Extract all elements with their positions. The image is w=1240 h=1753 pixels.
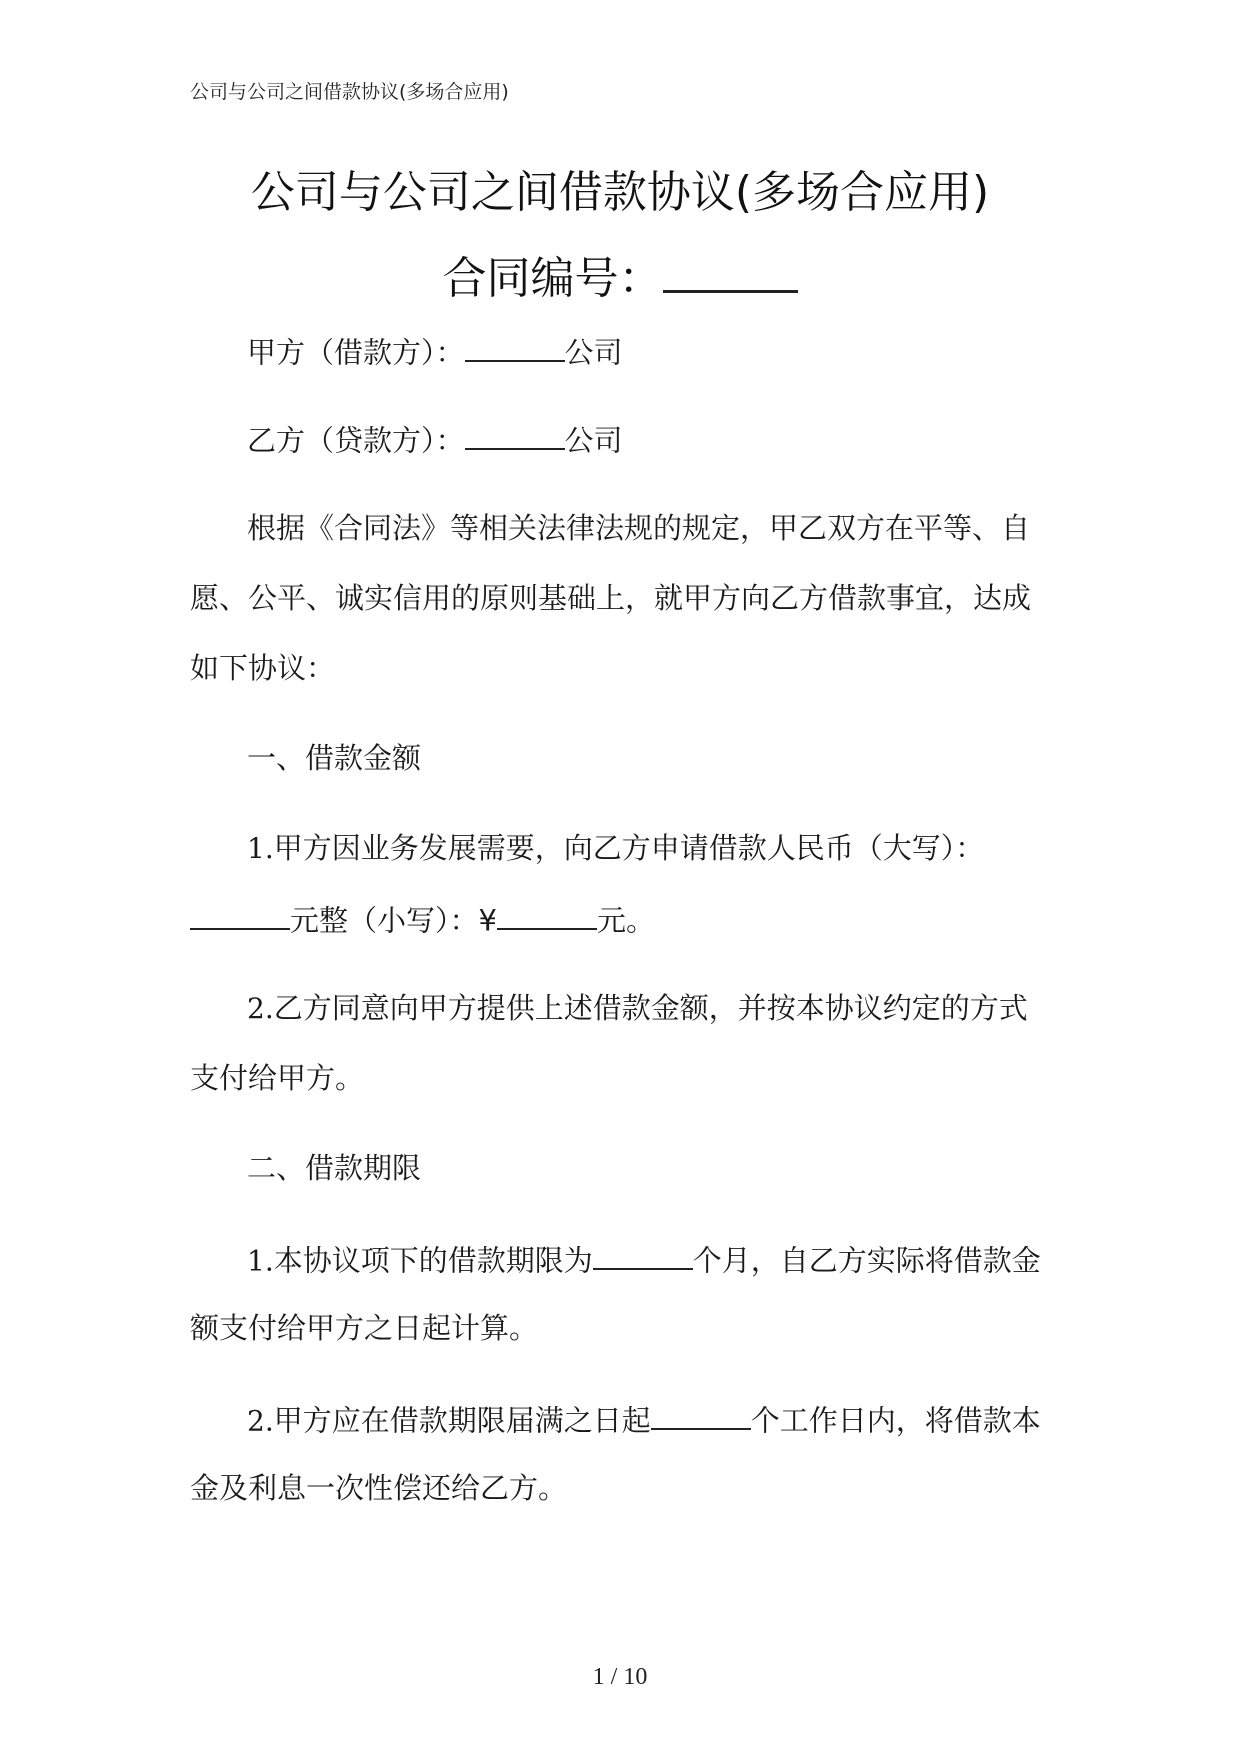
party-a-suffix: 公司 — [564, 335, 623, 370]
term-months-blank — [593, 1238, 693, 1270]
contract-number-blank — [663, 244, 798, 293]
party-b-line — [247, 418, 623, 460]
item-text-b: 个月，自乙方实际将借款金 — [692, 1243, 1041, 1278]
item-text-a: 本协议项下的借款期限为 — [273, 1243, 593, 1278]
item-text: 甲方因业务发展需要，向乙方申请借款人民币（大写）： — [273, 831, 985, 865]
party-b-label: 乙方（贷款方）： — [247, 423, 465, 458]
document-title: 公司与公司之间借款协议(多场合应用) — [250, 167, 990, 218]
item-number: 2. — [247, 992, 274, 1025]
amount-words-blank — [190, 898, 290, 930]
item-text: 乙方同意向甲方提供上述借款金额，并按本协议约定的方式 — [273, 991, 1028, 1025]
section-2-item-2-line-1 — [247, 1398, 1041, 1441]
amount-unit: 元。 — [596, 903, 655, 938]
preamble-line-1: 根据《合同法》等相关法律法规的规定，甲乙双方在平等、自 — [247, 511, 1031, 545]
item-number: 1. — [247, 1244, 274, 1278]
amount-figure-blank — [497, 898, 597, 930]
section-2-item-1-line-2: 额支付给甲方之日起计算。 — [190, 1311, 539, 1345]
section-1-item-1-line-2 — [190, 898, 655, 940]
contract-number-line — [0, 244, 1240, 307]
party-a-line — [247, 330, 623, 372]
workdays-blank — [651, 1398, 751, 1430]
party-a-label: 甲方（借款方）： — [247, 335, 465, 370]
item-text-a: 甲方应在借款期限届满之日起 — [273, 1403, 651, 1438]
section-1-item-2-line-1 — [247, 988, 1028, 1029]
party-a-blank — [465, 330, 565, 362]
item-text-b: 个工作日内，将借款本 — [750, 1403, 1041, 1438]
contract-number-label: 合同编号： — [442, 253, 663, 305]
preamble-line-3: 如下协议： — [190, 651, 336, 685]
party-b-suffix: 公司 — [564, 423, 623, 458]
running-header: 公司与公司之间借款协议(多场合应用) — [190, 81, 509, 103]
section-1-item-1-line-1 — [247, 828, 984, 869]
section-2-item-2-line-2: 金及利息一次性偿还给乙方。 — [190, 1471, 568, 1505]
section-2-item-1-line-1 — [247, 1238, 1041, 1281]
section-1-item-2-line-2: 支付给甲方。 — [190, 1061, 365, 1095]
page-number: 1 / 10 — [592, 1664, 648, 1690]
amount-figure-label: 元整（小写）：¥ — [290, 903, 497, 938]
preamble-line-2: 愿、公平、诚实信用的原则基础上，就甲方向乙方借款事宜，达成 — [190, 581, 1032, 615]
section-2-heading: 二、借款期限 — [247, 1151, 422, 1185]
section-1-heading: 一、借款金额 — [247, 741, 422, 775]
party-b-blank — [465, 418, 565, 450]
item-number: 2. — [247, 1404, 274, 1438]
item-number: 1. — [247, 832, 274, 865]
